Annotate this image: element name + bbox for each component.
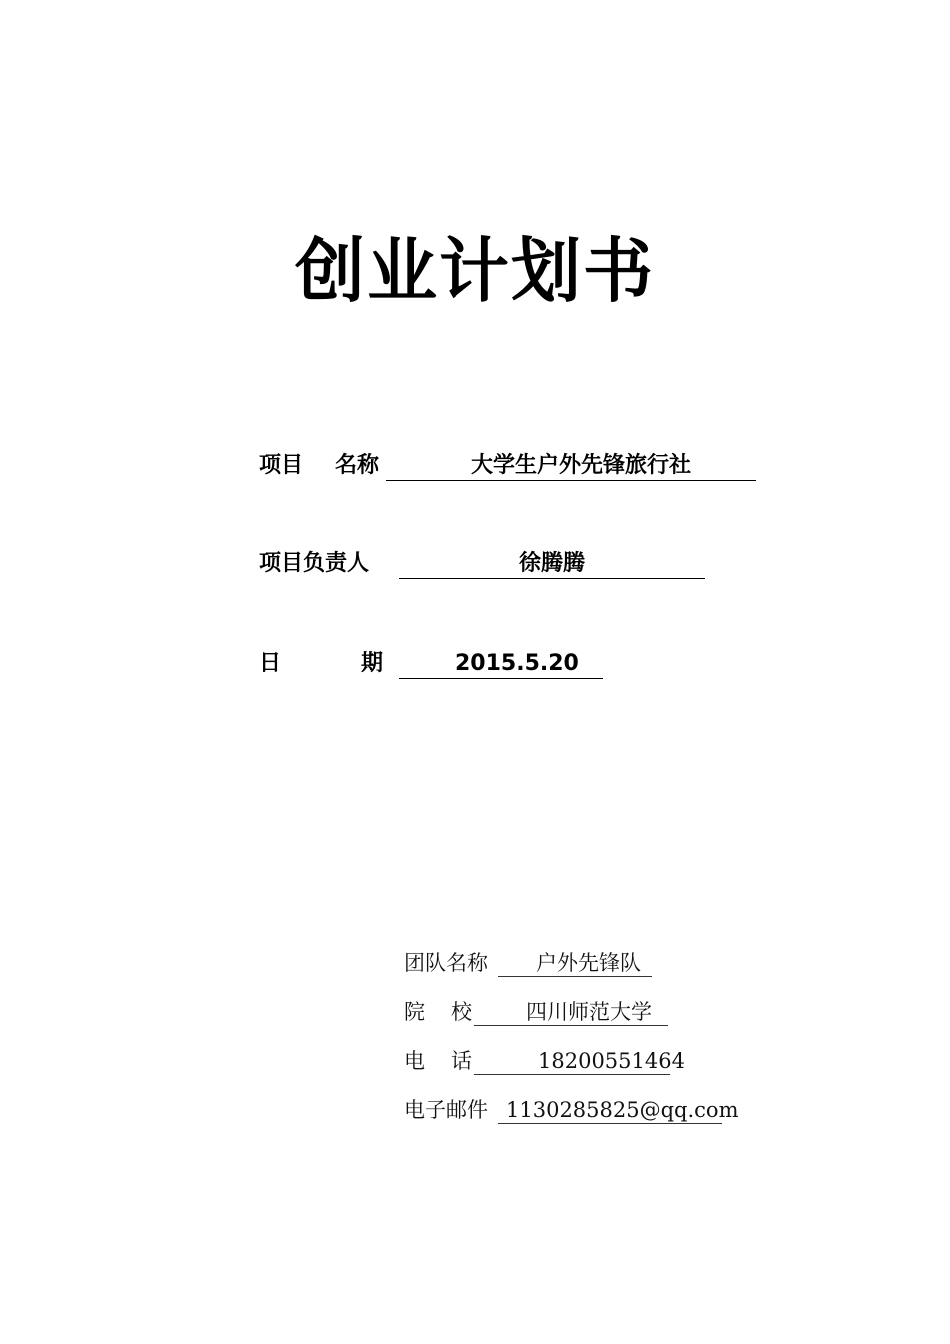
- project-owner-value: 徐腾腾: [518, 551, 585, 576]
- project-owner-field: [259, 548, 729, 580]
- date-value-line: [399, 648, 603, 679]
- team-name-value: 户外先锋队: [536, 951, 641, 975]
- email-label: 电子邮件: [404, 1098, 488, 1122]
- school-value: 四川师范大学: [526, 1000, 652, 1024]
- email-value-line: [498, 1095, 739, 1124]
- date-field: [259, 648, 619, 680]
- team-name-label: 团队名称: [404, 951, 488, 975]
- project-name-value-line: [386, 450, 756, 481]
- school-field: [404, 997, 684, 1027]
- phone-value-line: [474, 1046, 685, 1075]
- date-label-b: 期: [361, 651, 384, 676]
- date-value: 2015.5.20: [455, 651, 579, 676]
- project-owner-value-line: [399, 548, 705, 579]
- project-name-value: 大学生户外先锋旅行社: [470, 453, 691, 478]
- phone-label-a: 电: [404, 1049, 425, 1073]
- team-name-field: [404, 948, 664, 978]
- phone-value: 18200551464: [538, 1049, 685, 1073]
- date-label-a: 日: [259, 651, 282, 676]
- school-label-b: 校: [451, 1000, 472, 1024]
- project-name-label-a: 项目: [259, 453, 304, 478]
- email-field: [404, 1095, 739, 1125]
- project-name-label-b: 名称: [335, 453, 380, 478]
- project-name-field: [259, 450, 779, 482]
- email-value: 1130285825@qq.com: [506, 1098, 739, 1122]
- phone-field: [404, 1046, 684, 1076]
- document-title: 创业计划书: [295, 230, 655, 312]
- phone-label-b: 话: [451, 1049, 472, 1073]
- team-name-value-line: [498, 948, 652, 977]
- project-owner-label: 项目负责人: [259, 551, 370, 576]
- school-value-line: [474, 997, 668, 1026]
- school-label-a: 院: [404, 1000, 425, 1024]
